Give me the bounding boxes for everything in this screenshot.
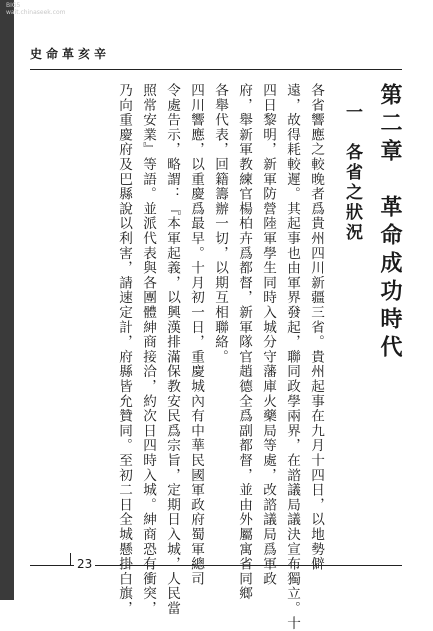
text-line: 四日黎明，新軍防營陸軍學生同時入城分守藩庫火藥局等處，改諮議局爲軍政	[260, 83, 276, 587]
text-line: 照常安業』等語。並派代表與各團體紳商接洽，約次日四時入城。紳商恐有衝突，	[140, 83, 156, 616]
text-line: 各舉代表，回籍籌辦一切，以期互相聯絡。	[212, 83, 228, 365]
text-line: 乃向重慶府及巴縣說以利害，請速定計，府縣皆允贊同。至初二日全城懸掛白旗，	[116, 83, 132, 616]
section-title: 一 各省之狀況	[342, 103, 362, 243]
scan-gutter	[0, 0, 66, 600]
text-line: 各省響應之較晚者爲貴州四川新疆三省。貴州起事在九月十四日，以地勢僻	[308, 83, 324, 572]
text-line: 四川響應，以重慶爲最早。十月初一日，重慶城內有中華民國軍政府蜀軍總司	[188, 83, 204, 587]
header-rule	[30, 69, 402, 70]
chapter-title: 第二章 革命成功時代	[377, 83, 403, 363]
text-line: 府，舉新軍教練官楊柏卉爲都督，新軍隊官趙德全爲副都督，並由外屬寓省同鄉	[236, 83, 252, 601]
text-line: 遠，故得耗較遲。其起事也由軍界發起，聯同政學兩界，在諮議局議決宣布獨立。十	[284, 83, 300, 631]
text-line: 令處告示，略謂：『本軍起義，以興漢排滿保教安民爲宗旨，定期日入城，人民當	[164, 83, 180, 616]
watermark-text: BIG5 wait.chinaseek.com	[6, 2, 66, 16]
book-page	[30, 35, 403, 631]
page-number: 23	[74, 557, 95, 571]
running-head: 史命革亥辛	[30, 47, 111, 61]
folio-rule	[70, 553, 71, 565]
vertical-body-text	[112, 83, 403, 631]
